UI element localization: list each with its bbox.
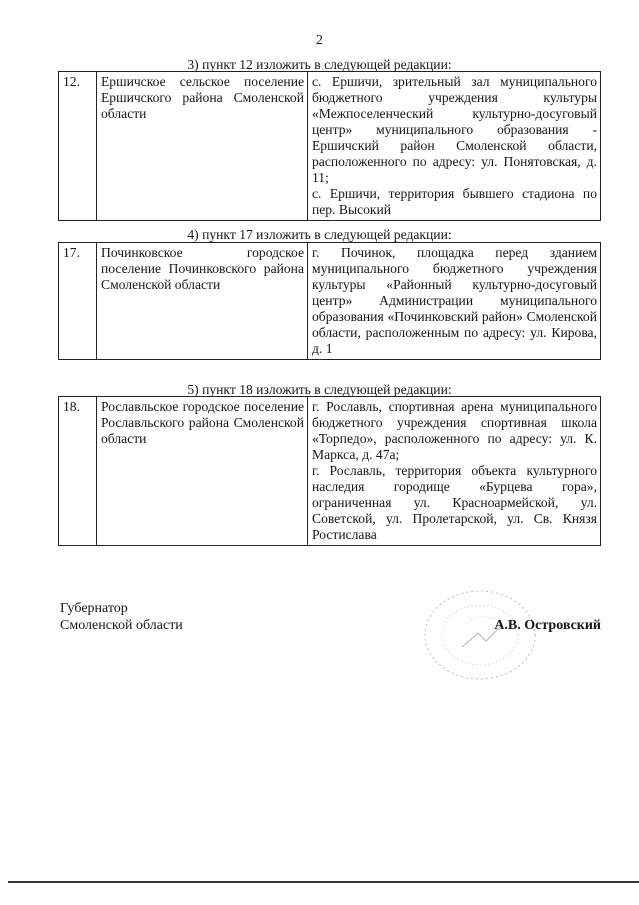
table-row	[59, 397, 601, 546]
amendment-instruction-3: 5) пункт 18 изложить в следующей редакции:	[187, 382, 452, 397]
event-places	[308, 243, 601, 360]
settlement-name: Починковское городское поселение Починковского района Смоленской области	[97, 243, 308, 360]
place-entry: с. Ершичи, зрительный зал муниципального бюджетного учреждения культуры «Межпоселенческий культурно-досуговый центр» муниципального образования - Ершичский район Смоленской области, расположенного по адресу: ул. Понятовская, д. 11;	[312, 74, 597, 185]
place-entry: с. Ершичи, территория бывшего стадиона по пер. Высокий	[312, 186, 597, 217]
amendment-table-2	[58, 242, 601, 360]
amendment-table-3	[58, 396, 601, 546]
row-number: 17.	[59, 243, 97, 360]
place-entry: г. Починок, площадка перед зданием муниципального бюджетного учреждения культуры «Районный культурно-досуговый центр» Администрации муниципального образования «Починковский район» Смоленской области, расположенным по адресу: ул. Кирова, д. 1	[312, 245, 597, 356]
table-row	[59, 72, 601, 221]
official-stamp-icon	[420, 585, 540, 685]
signatory-position	[60, 600, 183, 634]
place-entry: г. Рославль, спортивная арена муниципального бюджетного учреждения спортивная школа «Торпедо», расположенного по адресу: ул. К. Маркса, д. 47а;	[312, 399, 597, 462]
place-entry: г. Рославль, территория объекта культурного наследия городище «Бурцева гора», ограниченная ул. Красноармейской, ул. Советской, ул. Пролетарской, ул. Св. Князя Ростислава	[312, 463, 597, 542]
page-number: 2	[316, 33, 323, 48]
event-places	[308, 397, 601, 546]
event-places	[308, 72, 601, 221]
row-number: 12.	[59, 72, 97, 221]
settlement-name: Рославльское городское поселение Рославльского района Смоленской области	[97, 397, 308, 546]
table-row	[59, 243, 601, 360]
row-number: 18.	[59, 397, 97, 546]
settlement-name: Ершичское сельское поселение Ершичского района Смоленской области	[97, 72, 308, 221]
signatory-name: А.В. Островский	[494, 618, 601, 633]
amendment-table-1	[58, 71, 601, 221]
signatory-title: Губернатор	[60, 601, 128, 616]
footer-divider	[8, 881, 639, 883]
amendment-instruction-2: 4) пункт 17 изложить в следующей редакции:	[187, 227, 452, 242]
signatory-region: Смоленской области	[60, 618, 183, 633]
amendment-instruction-1: 3) пункт 12 изложить в следующей редакции:	[187, 57, 452, 72]
